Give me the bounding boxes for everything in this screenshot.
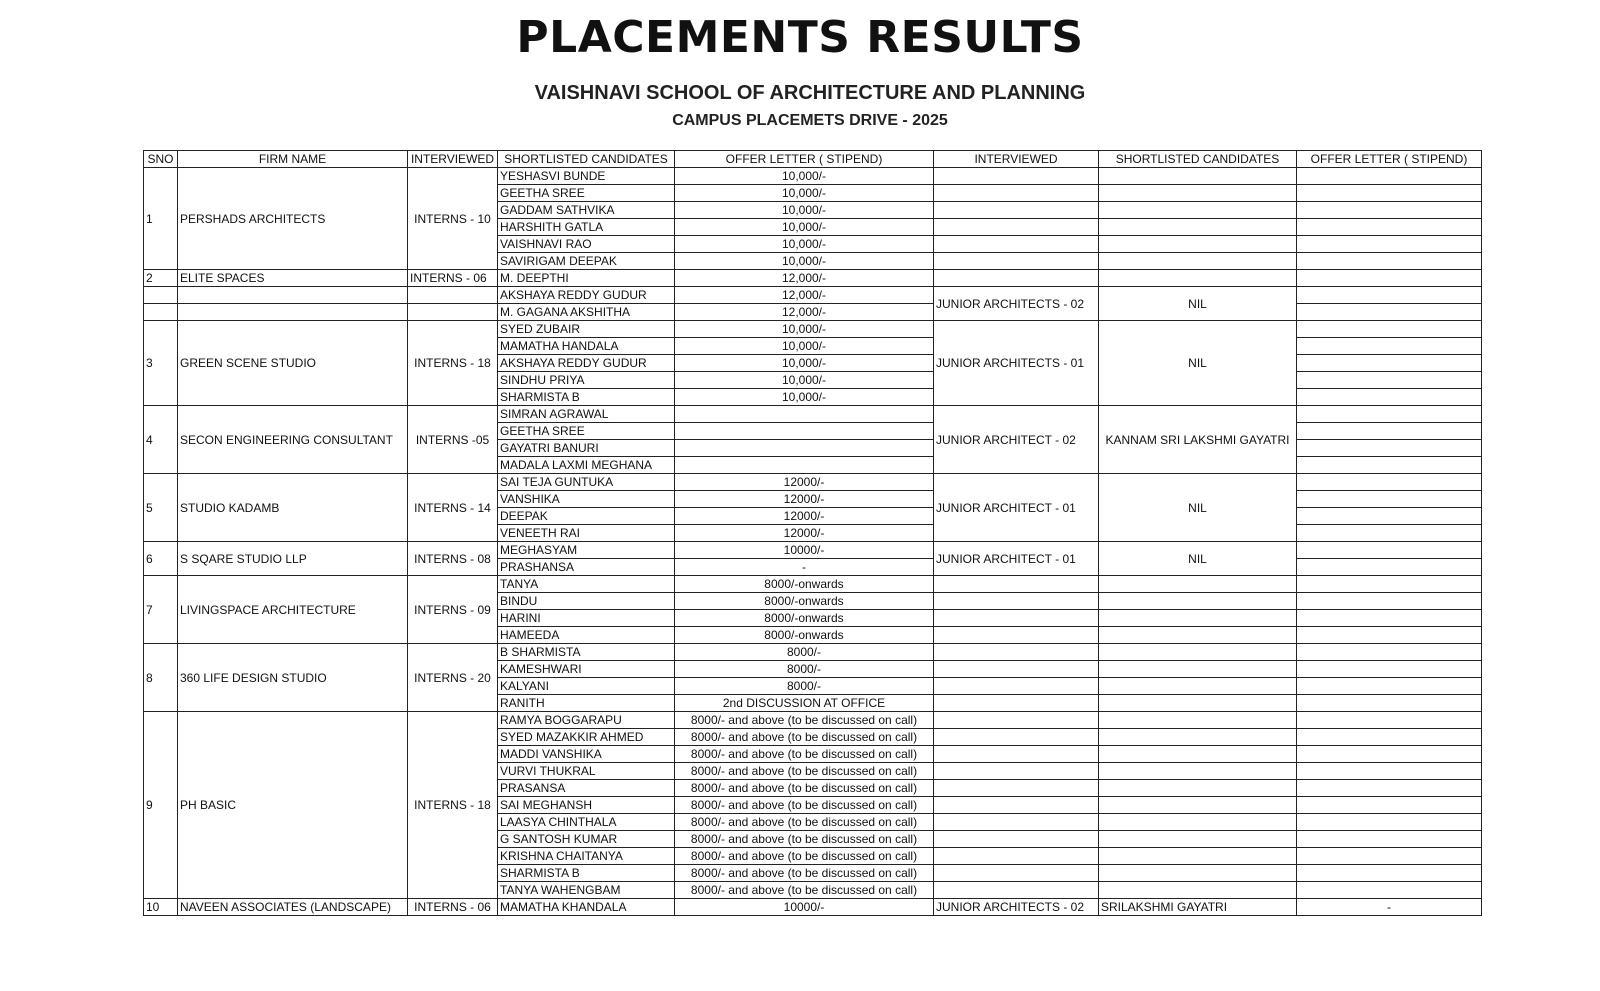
junior-offer-cell <box>1297 355 1482 372</box>
firm-name-cell: ELITE SPACES <box>178 270 408 287</box>
junior-shortlisted-cell <box>1099 797 1297 814</box>
sno-cell: 8 <box>144 644 178 712</box>
junior-interviewed-cell <box>934 848 1099 865</box>
junior-offer-cell <box>1297 678 1482 695</box>
junior-offer-cell <box>1297 542 1482 559</box>
junior-shortlisted-cell <box>1099 831 1297 848</box>
junior-offer-cell <box>1297 491 1482 508</box>
junior-interviewed-cell <box>934 593 1099 610</box>
junior-shortlisted-cell <box>1099 185 1297 202</box>
junior-interviewed-cell <box>934 763 1099 780</box>
sno-cell: 3 <box>144 321 178 406</box>
interviewed-cell: INTERNS - 06 <box>408 270 498 287</box>
stipend-cell: 8000/- and above (to be discussed on call) <box>675 848 934 865</box>
junior-interviewed-cell <box>934 814 1099 831</box>
table-body <box>144 168 1482 916</box>
stipend-cell: - <box>675 559 934 576</box>
sno-cell: 6 <box>144 542 178 576</box>
stipend-cell: 10,000/- <box>675 168 934 185</box>
junior-shortlisted-cell <box>1099 695 1297 712</box>
stipend-cell: 8000/- and above (to be discussed on call) <box>675 882 934 899</box>
junior-shortlisted-cell <box>1099 746 1297 763</box>
junior-offer-cell <box>1297 219 1482 236</box>
junior-shortlisted-cell <box>1099 576 1297 593</box>
interviewed-cell: INTERNS - 20 <box>408 644 498 712</box>
table-row <box>144 899 1482 916</box>
candidate-cell: DEEPAK <box>498 508 675 525</box>
stipend-cell: 10,000/- <box>675 372 934 389</box>
junior-offer-cell <box>1297 457 1482 474</box>
junior-offer-cell <box>1297 525 1482 542</box>
candidate-cell: KALYANI <box>498 678 675 695</box>
candidate-cell: HARINI <box>498 610 675 627</box>
interviewed-cell <box>408 287 498 304</box>
junior-offer-cell <box>1297 253 1482 270</box>
stipend-cell: 10000/- <box>675 542 934 559</box>
junior-interviewed-cell <box>934 219 1099 236</box>
candidate-cell: KAMESHWARI <box>498 661 675 678</box>
stipend-cell: 8000/-onwards <box>675 593 934 610</box>
candidate-cell: GEETHA SREE <box>498 185 675 202</box>
junior-offer-cell <box>1297 440 1482 457</box>
candidate-cell: HARSHITH GATLA <box>498 219 675 236</box>
candidate-cell: RAMYA BOGGARAPU <box>498 712 675 729</box>
stipend-cell: 8000/- and above (to be discussed on call) <box>675 729 934 746</box>
stipend-cell: 12000/- <box>675 474 934 491</box>
header-sno: SNO <box>144 151 178 168</box>
junior-shortlisted-cell <box>1099 270 1297 287</box>
junior-shortlisted-cell: NIL <box>1099 321 1297 406</box>
header-junior-offer-letter: OFFER LETTER ( STIPEND) <box>1297 151 1482 168</box>
junior-interviewed-cell <box>934 780 1099 797</box>
candidate-cell: M. DEEPTHI <box>498 270 675 287</box>
school-name: VAISHNAVI SCHOOL OF ARCHITECTURE AND PLANNING <box>534 82 1086 104</box>
table-row <box>144 321 1482 338</box>
stipend-cell <box>675 440 934 457</box>
firm-name-cell: GREEN SCENE STUDIO <box>178 321 408 406</box>
junior-interviewed-cell <box>934 865 1099 882</box>
junior-shortlisted-cell: SRILAKSHMI GAYATRI <box>1099 899 1297 916</box>
junior-shortlisted-cell: NIL <box>1099 474 1297 542</box>
junior-interviewed-cell <box>934 270 1099 287</box>
junior-offer-cell <box>1297 287 1482 304</box>
sno-cell: 10 <box>144 899 178 916</box>
candidate-cell: SAI MEGHANSH <box>498 797 675 814</box>
junior-offer-cell <box>1297 304 1482 321</box>
junior-interviewed-cell <box>934 168 1099 185</box>
junior-shortlisted-cell <box>1099 882 1297 899</box>
junior-offer-cell <box>1297 321 1482 338</box>
table-row <box>144 712 1482 729</box>
junior-offer-cell <box>1297 814 1482 831</box>
table-row <box>144 542 1482 559</box>
interviewed-cell: INTERNS - 06 <box>408 899 498 916</box>
candidate-cell: AKSHAYA REDDY GUDUR <box>498 355 675 372</box>
junior-offer-cell <box>1297 423 1482 440</box>
junior-offer-cell: - <box>1297 899 1482 916</box>
table-row <box>144 168 1482 185</box>
junior-interviewed-cell <box>934 712 1099 729</box>
candidate-cell: SAVIRIGAM DEEPAK <box>498 253 675 270</box>
sno-cell <box>144 304 178 321</box>
junior-interviewed-cell: JUNIOR ARCHITECT - 02 <box>934 406 1099 474</box>
junior-interviewed-cell <box>934 729 1099 746</box>
junior-offer-cell <box>1297 270 1482 287</box>
junior-interviewed-cell <box>934 576 1099 593</box>
stipend-cell: 8000/- and above (to be discussed on call) <box>675 831 934 848</box>
junior-offer-cell <box>1297 865 1482 882</box>
sno-cell <box>144 287 178 304</box>
sno-cell: 2 <box>144 270 178 287</box>
sno-cell: 4 <box>144 406 178 474</box>
junior-interviewed-cell <box>934 610 1099 627</box>
stipend-cell: 10,000/- <box>675 219 934 236</box>
junior-shortlisted-cell: NIL <box>1099 542 1297 576</box>
candidate-cell: SYED MAZAKKIR AHMED <box>498 729 675 746</box>
stipend-cell: 8000/- and above (to be discussed on call) <box>675 780 934 797</box>
candidate-cell: YESHASVI BUNDE <box>498 168 675 185</box>
junior-offer-cell <box>1297 746 1482 763</box>
interviewed-cell: INTERNS -05 <box>408 406 498 474</box>
junior-shortlisted-cell <box>1099 780 1297 797</box>
sno-cell: 5 <box>144 474 178 542</box>
drive-subtitle: CAMPUS PLACEMETS DRIVE - 2025 <box>672 112 948 129</box>
table-row <box>144 270 1482 287</box>
stipend-cell: 12000/- <box>675 491 934 508</box>
candidate-cell: GEETHA SREE <box>498 423 675 440</box>
interviewed-cell: INTERNS - 18 <box>408 321 498 406</box>
stipend-cell: 10,000/- <box>675 253 934 270</box>
junior-offer-cell <box>1297 848 1482 865</box>
junior-offer-cell <box>1297 627 1482 644</box>
table-row <box>144 644 1482 661</box>
candidate-cell: PRASHANSA <box>498 559 675 576</box>
stipend-cell: 8000/- <box>675 644 934 661</box>
junior-offer-cell <box>1297 831 1482 848</box>
junior-offer-cell <box>1297 372 1482 389</box>
junior-offer-cell <box>1297 406 1482 423</box>
junior-shortlisted-cell: KANNAM SRI LAKSHMI GAYATRI <box>1099 406 1297 474</box>
stipend-cell: 8000/- <box>675 678 934 695</box>
junior-interviewed-cell <box>934 661 1099 678</box>
junior-offer-cell <box>1297 661 1482 678</box>
stipend-cell: 10,000/- <box>675 236 934 253</box>
candidate-cell: GADDAM SATHVIKA <box>498 202 675 219</box>
junior-interviewed-cell <box>934 797 1099 814</box>
candidate-cell: MAMATHA KHANDALA <box>498 899 675 916</box>
candidate-cell: SIMRAN AGRAWAL <box>498 406 675 423</box>
candidate-cell: VAISHNAVI RAO <box>498 236 675 253</box>
candidate-cell: GAYATRI BANURI <box>498 440 675 457</box>
candidate-cell: SHARMISTA B <box>498 389 675 406</box>
stipend-cell: 8000/-onwards <box>675 576 934 593</box>
junior-offer-cell <box>1297 882 1482 899</box>
stipend-cell: 8000/- and above (to be discussed on call) <box>675 712 934 729</box>
candidate-cell: HAMEEDA <box>498 627 675 644</box>
firm-name-cell: PH BASIC <box>178 712 408 899</box>
candidate-cell: MEGHASYAM <box>498 542 675 559</box>
candidate-cell: PRASANSA <box>498 780 675 797</box>
junior-offer-cell <box>1297 695 1482 712</box>
stipend-cell: 10,000/- <box>675 202 934 219</box>
junior-shortlisted-cell <box>1099 644 1297 661</box>
stipend-cell: 2nd DISCUSSION AT OFFICE <box>675 695 934 712</box>
table-row <box>144 406 1482 423</box>
junior-interviewed-cell <box>934 882 1099 899</box>
junior-shortlisted-cell <box>1099 236 1297 253</box>
firm-name-cell: PERSHADS ARCHITECTS <box>178 168 408 270</box>
junior-offer-cell <box>1297 644 1482 661</box>
stipend-cell <box>675 406 934 423</box>
stipend-cell: 12000/- <box>675 508 934 525</box>
junior-interviewed-cell <box>934 202 1099 219</box>
junior-offer-cell <box>1297 712 1482 729</box>
junior-interviewed-cell <box>934 678 1099 695</box>
interviewed-cell: INTERNS - 18 <box>408 712 498 899</box>
interviewed-cell: INTERNS - 10 <box>408 168 498 270</box>
junior-offer-cell <box>1297 763 1482 780</box>
junior-offer-cell <box>1297 202 1482 219</box>
junior-shortlisted-cell <box>1099 627 1297 644</box>
junior-offer-cell <box>1297 236 1482 253</box>
header-row <box>144 151 1482 168</box>
stipend-cell: 10,000/- <box>675 338 934 355</box>
header-firm-name: FIRM NAME <box>178 151 408 168</box>
interviewed-cell: INTERNS - 09 <box>408 576 498 644</box>
junior-offer-cell <box>1297 168 1482 185</box>
header-junior-shortlisted: SHORTLISTED CANDIDATES <box>1099 151 1297 168</box>
stipend-cell: 8000/- <box>675 661 934 678</box>
table-row <box>144 474 1482 491</box>
junior-shortlisted-cell <box>1099 814 1297 831</box>
junior-interviewed-cell: JUNIOR ARCHITECTS - 02 <box>934 287 1099 321</box>
junior-offer-cell <box>1297 508 1482 525</box>
stipend-cell: 8000/-onwards <box>675 627 934 644</box>
header-interviewed: INTERVIEWED <box>408 151 498 168</box>
header-shortlisted: SHORTLISTED CANDIDATES <box>498 151 675 168</box>
stipend-cell: 10000/- <box>675 899 934 916</box>
candidate-cell: SYED ZUBAIR <box>498 321 675 338</box>
junior-interviewed-cell <box>934 185 1099 202</box>
junior-interviewed-cell <box>934 236 1099 253</box>
junior-interviewed-cell <box>934 627 1099 644</box>
interviewed-cell: INTERNS - 08 <box>408 542 498 576</box>
candidate-cell: G SANTOSH KUMAR <box>498 831 675 848</box>
junior-shortlisted-cell <box>1099 729 1297 746</box>
stipend-cell: 8000/- and above (to be discussed on call) <box>675 797 934 814</box>
firm-name-cell: S SQARE STUDIO LLP <box>178 542 408 576</box>
junior-shortlisted-cell <box>1099 678 1297 695</box>
junior-offer-cell <box>1297 797 1482 814</box>
firm-name-cell: LIVINGSPACE ARCHITECTURE <box>178 576 408 644</box>
junior-interviewed-cell: JUNIOR ARCHITECT - 01 <box>934 474 1099 542</box>
stipend-cell: 10,000/- <box>675 355 934 372</box>
stipend-cell: 12,000/- <box>675 287 934 304</box>
placements-table <box>143 150 1482 916</box>
candidate-cell: AKSHAYA REDDY GUDUR <box>498 287 675 304</box>
junior-interviewed-cell <box>934 831 1099 848</box>
junior-interviewed-cell <box>934 695 1099 712</box>
junior-shortlisted-cell <box>1099 202 1297 219</box>
junior-shortlisted-cell <box>1099 661 1297 678</box>
candidate-cell: VENEETH RAI <box>498 525 675 542</box>
stipend-cell <box>675 457 934 474</box>
junior-interviewed-cell <box>934 746 1099 763</box>
stipend-cell: 8000/- and above (to be discussed on call) <box>675 763 934 780</box>
junior-interviewed-cell: JUNIOR ARCHITECTS - 02 <box>934 899 1099 916</box>
stipend-cell: 8000/- and above (to be discussed on call) <box>675 865 934 882</box>
candidate-cell: LAASYA CHINTHALA <box>498 814 675 831</box>
junior-offer-cell <box>1297 576 1482 593</box>
junior-shortlisted-cell <box>1099 610 1297 627</box>
interviewed-cell: INTERNS - 14 <box>408 474 498 542</box>
stipend-cell: 12000/- <box>675 525 934 542</box>
junior-shortlisted-cell <box>1099 763 1297 780</box>
junior-offer-cell <box>1297 559 1482 576</box>
candidate-cell: VURVI THUKRAL <box>498 763 675 780</box>
junior-offer-cell <box>1297 185 1482 202</box>
candidate-cell: MADALA LAXMI MEGHANA <box>498 457 675 474</box>
junior-shortlisted-cell <box>1099 848 1297 865</box>
junior-offer-cell <box>1297 338 1482 355</box>
junior-shortlisted-cell <box>1099 593 1297 610</box>
stipend-cell: 10,000/- <box>675 389 934 406</box>
candidate-cell: KRISHNA CHAITANYA <box>498 848 675 865</box>
stipend-cell: 12,000/- <box>675 304 934 321</box>
sno-cell: 9 <box>144 712 178 899</box>
stipend-cell: 8000/- and above (to be discussed on call) <box>675 814 934 831</box>
junior-offer-cell <box>1297 389 1482 406</box>
candidate-cell: BINDU <box>498 593 675 610</box>
junior-shortlisted-cell <box>1099 253 1297 270</box>
candidate-cell: RANITH <box>498 695 675 712</box>
firm-name-cell: SECON ENGINEERING CONSULTANT <box>178 406 408 474</box>
candidate-cell: MAMATHA HANDALA <box>498 338 675 355</box>
junior-offer-cell <box>1297 729 1482 746</box>
interviewed-cell <box>408 304 498 321</box>
header-junior-interviewed: INTERVIEWED <box>934 151 1099 168</box>
stipend-cell: 10,000/- <box>675 321 934 338</box>
candidate-cell: SAI TEJA GUNTUKA <box>498 474 675 491</box>
firm-name-cell <box>178 287 408 304</box>
junior-interviewed-cell: JUNIOR ARCHITECT - 01 <box>934 542 1099 576</box>
junior-offer-cell <box>1297 474 1482 491</box>
junior-interviewed-cell <box>934 644 1099 661</box>
firm-name-cell: NAVEEN ASSOCIATES (LANDSCAPE) <box>178 899 408 916</box>
junior-offer-cell <box>1297 780 1482 797</box>
candidate-cell: SINDHU PRIYA <box>498 372 675 389</box>
candidate-cell: TANYA <box>498 576 675 593</box>
stipend-cell: 8000/-onwards <box>675 610 934 627</box>
junior-shortlisted-cell <box>1099 219 1297 236</box>
junior-shortlisted-cell <box>1099 168 1297 185</box>
candidate-cell: TANYA WAHENGBAM <box>498 882 675 899</box>
stipend-cell: 10,000/- <box>675 185 934 202</box>
stipend-cell <box>675 423 934 440</box>
junior-shortlisted-cell: NIL <box>1099 287 1297 321</box>
firm-name-cell: 360 LIFE DESIGN STUDIO <box>178 644 408 712</box>
header-offer-letter: OFFER LETTER ( STIPEND) <box>675 151 934 168</box>
junior-interviewed-cell: JUNIOR ARCHITECTS - 01 <box>934 321 1099 406</box>
candidate-cell: M. GAGANA AKSHITHA <box>498 304 675 321</box>
table-row <box>144 287 1482 304</box>
sno-cell: 7 <box>144 576 178 644</box>
junior-interviewed-cell <box>934 253 1099 270</box>
sno-cell: 1 <box>144 168 178 270</box>
candidate-cell: B SHARMISTA <box>498 644 675 661</box>
junior-shortlisted-cell <box>1099 865 1297 882</box>
page-title: PLACEMENTS RESULTS <box>516 12 1084 63</box>
candidate-cell: VANSHIKA <box>498 491 675 508</box>
stipend-cell: 12,000/- <box>675 270 934 287</box>
firm-name-cell <box>178 304 408 321</box>
junior-offer-cell <box>1297 610 1482 627</box>
candidate-cell: SHARMISTA B <box>498 865 675 882</box>
table-row <box>144 576 1482 593</box>
stipend-cell: 8000/- and above (to be discussed on call) <box>675 746 934 763</box>
junior-shortlisted-cell <box>1099 712 1297 729</box>
firm-name-cell: STUDIO KADAMB <box>178 474 408 542</box>
candidate-cell: MADDI VANSHIKA <box>498 746 675 763</box>
junior-offer-cell <box>1297 593 1482 610</box>
